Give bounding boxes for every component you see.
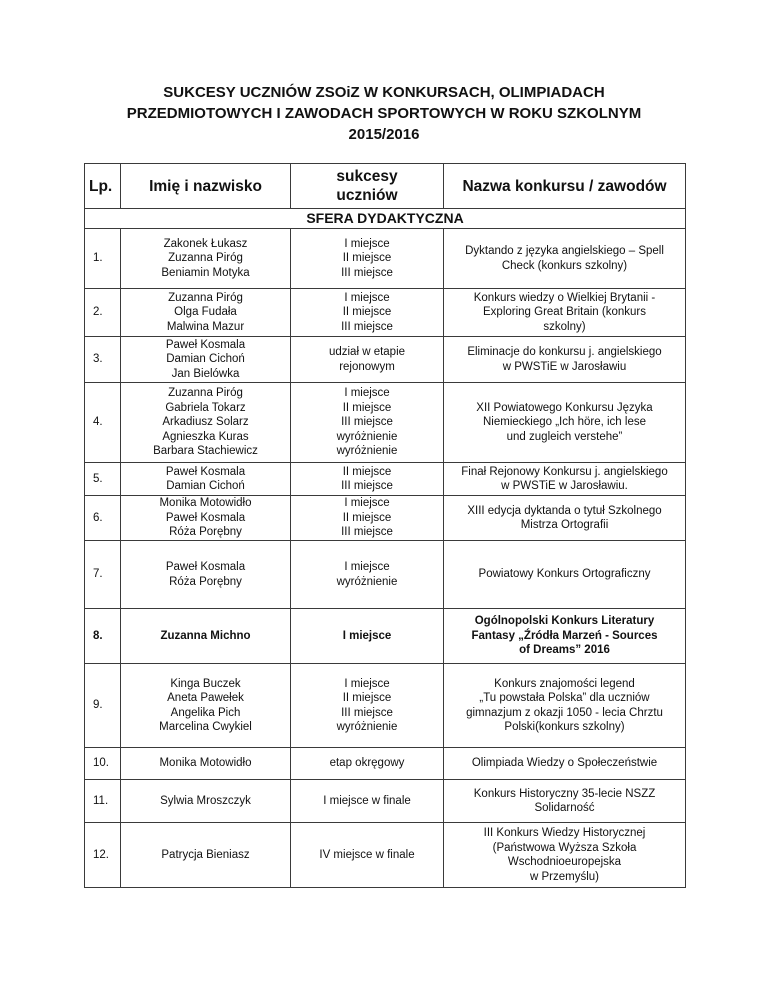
contest-name-line: (Państwowa Wyższa Szkoła — [492, 841, 637, 854]
contest-name-line: und zugleich verstehe” — [506, 430, 623, 443]
header-success — [291, 164, 444, 209]
student-names-line: Zuzanna Piróg — [168, 291, 243, 304]
title-line-1: SUKCESY UCZNIÓW ZSOiZ W KONKURSACH, OLIMPIADACH — [163, 84, 605, 101]
results-line: rejonowym — [339, 360, 395, 373]
student-names — [121, 496, 291, 541]
student-names-line: Paweł Kosmala — [165, 338, 246, 351]
contest-name — [444, 496, 686, 541]
student-names-line: Damian Cichoń — [166, 480, 245, 492]
row-number: 3. — [85, 337, 121, 383]
table-row — [85, 229, 686, 289]
header-success-line-2: uczniów — [336, 187, 398, 204]
contest-name-line: Dyktando z języka angielskiego – Spell — [465, 245, 664, 257]
row-number: 1. — [85, 229, 121, 289]
student-names-line: Paweł Kosmala — [165, 561, 246, 573]
contest-name-line: Konkurs Historyczny 35-lecie NSZZ — [473, 787, 656, 800]
results — [291, 229, 444, 289]
header-name: Imię i nazwisko — [121, 164, 291, 209]
contest-name — [444, 823, 686, 888]
contest-name — [444, 664, 686, 748]
contest-name-line: Polski(konkurs szkolny) — [504, 721, 625, 733]
student-names-line: Arkadiusz Solarz — [162, 416, 249, 429]
results-line: III miejsce — [341, 480, 393, 492]
contest-name — [444, 541, 686, 609]
student-names — [121, 337, 291, 383]
contest-name-line: XII Powiatowego Konkursu Języka — [476, 401, 653, 414]
results — [291, 383, 444, 463]
title-line-2: PRZEDMIOTOWYCH I ZAWODACH SPORTOWYCH W ROKU SZKOLNYM — [126, 105, 642, 122]
student-names-line: Aneta Pawełek — [167, 692, 244, 704]
results-line: II miejsce — [342, 692, 392, 704]
contest-name-line: Mistrza Ortografii — [520, 519, 609, 531]
contest-name-line: Konkurs znajomości legend — [494, 677, 635, 690]
results — [291, 748, 444, 780]
contest-name-line: szkolny) — [543, 320, 586, 333]
results-line: III miejsce — [341, 706, 393, 719]
table-row — [85, 664, 686, 748]
contest-name — [444, 609, 686, 664]
results-line: III miejsce — [341, 416, 393, 429]
results-line: II miejsce — [342, 401, 392, 414]
student-names — [121, 780, 291, 823]
row-number: 10. — [85, 748, 121, 780]
student-names-line: Zuzanna Michno — [160, 629, 251, 642]
row-number: 12. — [85, 823, 121, 888]
contest-name-line: gimnazjum z okazji 1050 - lecia Chrztu — [466, 706, 663, 719]
row-number: 6. — [85, 496, 121, 541]
student-names-line: Angelika Pich — [170, 706, 241, 719]
student-names-line: Barbara Stachiewicz — [153, 445, 258, 458]
results-line: I miejsce — [344, 497, 390, 510]
student-names-line: Jan Bielówka — [171, 367, 240, 380]
results-line: II miejsce — [342, 465, 392, 478]
contest-name-line: of Dreams” 2016 — [519, 644, 610, 657]
results-line: III miejsce — [341, 526, 393, 539]
row-number: 4. — [85, 383, 121, 463]
student-names-line: Agnieszka Kuras — [162, 430, 249, 443]
table-row — [85, 541, 686, 609]
results-line: I miejsce w finale — [323, 794, 411, 807]
contest-name-line: „Tu powstała Polska” dla uczniów — [479, 692, 650, 704]
results-line: II miejsce — [342, 252, 392, 265]
row-number: 2. — [85, 289, 121, 337]
results-line: I miejsce — [344, 387, 390, 400]
results-line: udział w etapie — [328, 346, 406, 358]
results — [291, 541, 444, 609]
contest-name-line: Powiatowy Konkurs Ortograficzny — [478, 568, 651, 581]
table-row — [85, 780, 686, 823]
header-success-line-1: sukcesy — [336, 168, 398, 185]
table-row — [85, 337, 686, 383]
student-names-line: Olga Fudała — [174, 306, 237, 319]
results — [291, 337, 444, 383]
results-line: I miejsce — [344, 677, 390, 690]
table-row — [85, 383, 686, 463]
title-line-3: 2015/2016 — [348, 126, 420, 143]
results-line: wyróżnienie — [336, 721, 398, 733]
contest-name-line: Check (konkurs szkolny) — [501, 259, 628, 272]
contest-name-line: Eliminacje do konkursu j. angielskiego — [467, 346, 662, 358]
contest-name — [444, 229, 686, 289]
contest-name — [444, 289, 686, 337]
student-names-line: Sylwia Mroszczyk — [160, 794, 251, 807]
student-names-line: Monika Motowidło — [159, 497, 252, 510]
results — [291, 496, 444, 541]
contest-name — [444, 780, 686, 823]
results — [291, 463, 444, 496]
row-number: 11. — [85, 780, 121, 823]
student-names — [121, 823, 291, 888]
student-names-line: Zuzanna Piróg — [168, 387, 243, 400]
student-names-line: Damian Cichoń — [166, 353, 245, 366]
results-line: wyróżnienie — [336, 445, 398, 458]
row-number: 9. — [85, 664, 121, 748]
student-names — [121, 463, 291, 496]
student-names-line: Monika Motowidło — [159, 757, 252, 770]
student-names-line: Zakonek Łukasz — [163, 237, 248, 250]
table-row — [85, 496, 686, 541]
contest-name-line: Exploring Great Britain (konkurs — [483, 306, 646, 319]
header-row — [85, 164, 686, 209]
student-names-line: Gabriela Tokarz — [165, 401, 246, 414]
contest-name-line: Wschodnioeuropejska — [507, 856, 622, 868]
results-line: I miejsce — [344, 237, 390, 250]
contest-name-line: w PWSTiE w Jarosławiu. — [501, 480, 628, 492]
row-number: 8. — [85, 609, 121, 664]
contest-name-line: III Konkurs Wiedzy Historycznej — [483, 827, 646, 839]
results-line: etap okręgowy — [329, 757, 405, 770]
contest-name-line: Konkurs wiedzy o Wielkiej Brytanii - — [473, 291, 656, 304]
table-row — [85, 463, 686, 496]
contest-name-line: Niemieckiego „Ich höre, ich lese — [483, 416, 646, 429]
student-names-line: Malwina Mazur — [166, 320, 245, 333]
student-names-line: Marcelina Cwykiel — [159, 721, 252, 733]
student-names — [121, 541, 291, 609]
table-row — [85, 748, 686, 780]
contest-name-line: w PWSTiE w Jarosławiu — [502, 360, 627, 373]
results-table — [84, 163, 686, 888]
student-names-line: Róża Porębny — [169, 575, 242, 588]
results-line: I miejsce — [344, 291, 390, 304]
results-line: II miejsce — [342, 511, 392, 524]
results-line: I miejsce — [344, 561, 390, 573]
header-lp: Lp. — [85, 164, 121, 209]
student-names-line: Kinga Buczek — [170, 677, 241, 690]
contest-name — [444, 748, 686, 780]
contest-name — [444, 337, 686, 383]
results-line: III miejsce — [341, 320, 393, 333]
row-number: 7. — [85, 541, 121, 609]
header-contest: Nazwa konkursu / zawodów — [444, 164, 686, 209]
contest-name-line: XIII edycja dyktanda o tytuł Szkolnego — [467, 504, 662, 517]
results — [291, 609, 444, 664]
student-names-line: Paweł Kosmala — [165, 465, 246, 478]
student-names-line: Beniamin Motyka — [161, 266, 250, 279]
section-row — [85, 209, 686, 229]
student-names — [121, 229, 291, 289]
contest-name-line: w Przemyślu) — [529, 870, 599, 883]
contest-name — [444, 463, 686, 496]
student-names-line: Paweł Kosmala — [165, 511, 246, 524]
contest-name — [444, 383, 686, 463]
student-names — [121, 748, 291, 780]
student-names-line: Róża Porębny — [169, 526, 242, 539]
table-row — [85, 609, 686, 664]
section-title: SFERA DYDAKTYCZNA — [85, 209, 686, 229]
row-number: 5. — [85, 463, 121, 496]
results-line: wyróżnienie — [336, 575, 398, 588]
results-line: I miejsce — [342, 629, 392, 642]
student-names — [121, 609, 291, 664]
contest-name-line: Finał Rejonowy Konkursu j. angielskiego — [461, 465, 668, 478]
student-names — [121, 664, 291, 748]
results — [291, 289, 444, 337]
results — [291, 823, 444, 888]
contest-name-line: Olimpiada Wiedzy o Społeczeństwie — [471, 757, 658, 770]
student-names — [121, 289, 291, 337]
contest-name-line: Fantasy „Źródła Marzeń - Sources — [471, 629, 658, 642]
student-names-line: Patrycja Bieniasz — [161, 848, 250, 861]
results-line: wyróżnienie — [336, 430, 398, 443]
contest-name-line: Solidarność — [534, 802, 595, 814]
results-line: III miejsce — [341, 266, 393, 279]
results-line: IV miejsce w finale — [319, 848, 415, 861]
results — [291, 780, 444, 823]
results — [291, 664, 444, 748]
student-names-line: Zuzanna Piróg — [168, 252, 243, 265]
document-title — [0, 82, 768, 145]
table-row — [85, 289, 686, 337]
results-line: II miejsce — [342, 306, 392, 319]
table-row — [85, 823, 686, 888]
contest-name-line: Ogólnopolski Konkurs Literatury — [474, 615, 655, 628]
student-names — [121, 383, 291, 463]
